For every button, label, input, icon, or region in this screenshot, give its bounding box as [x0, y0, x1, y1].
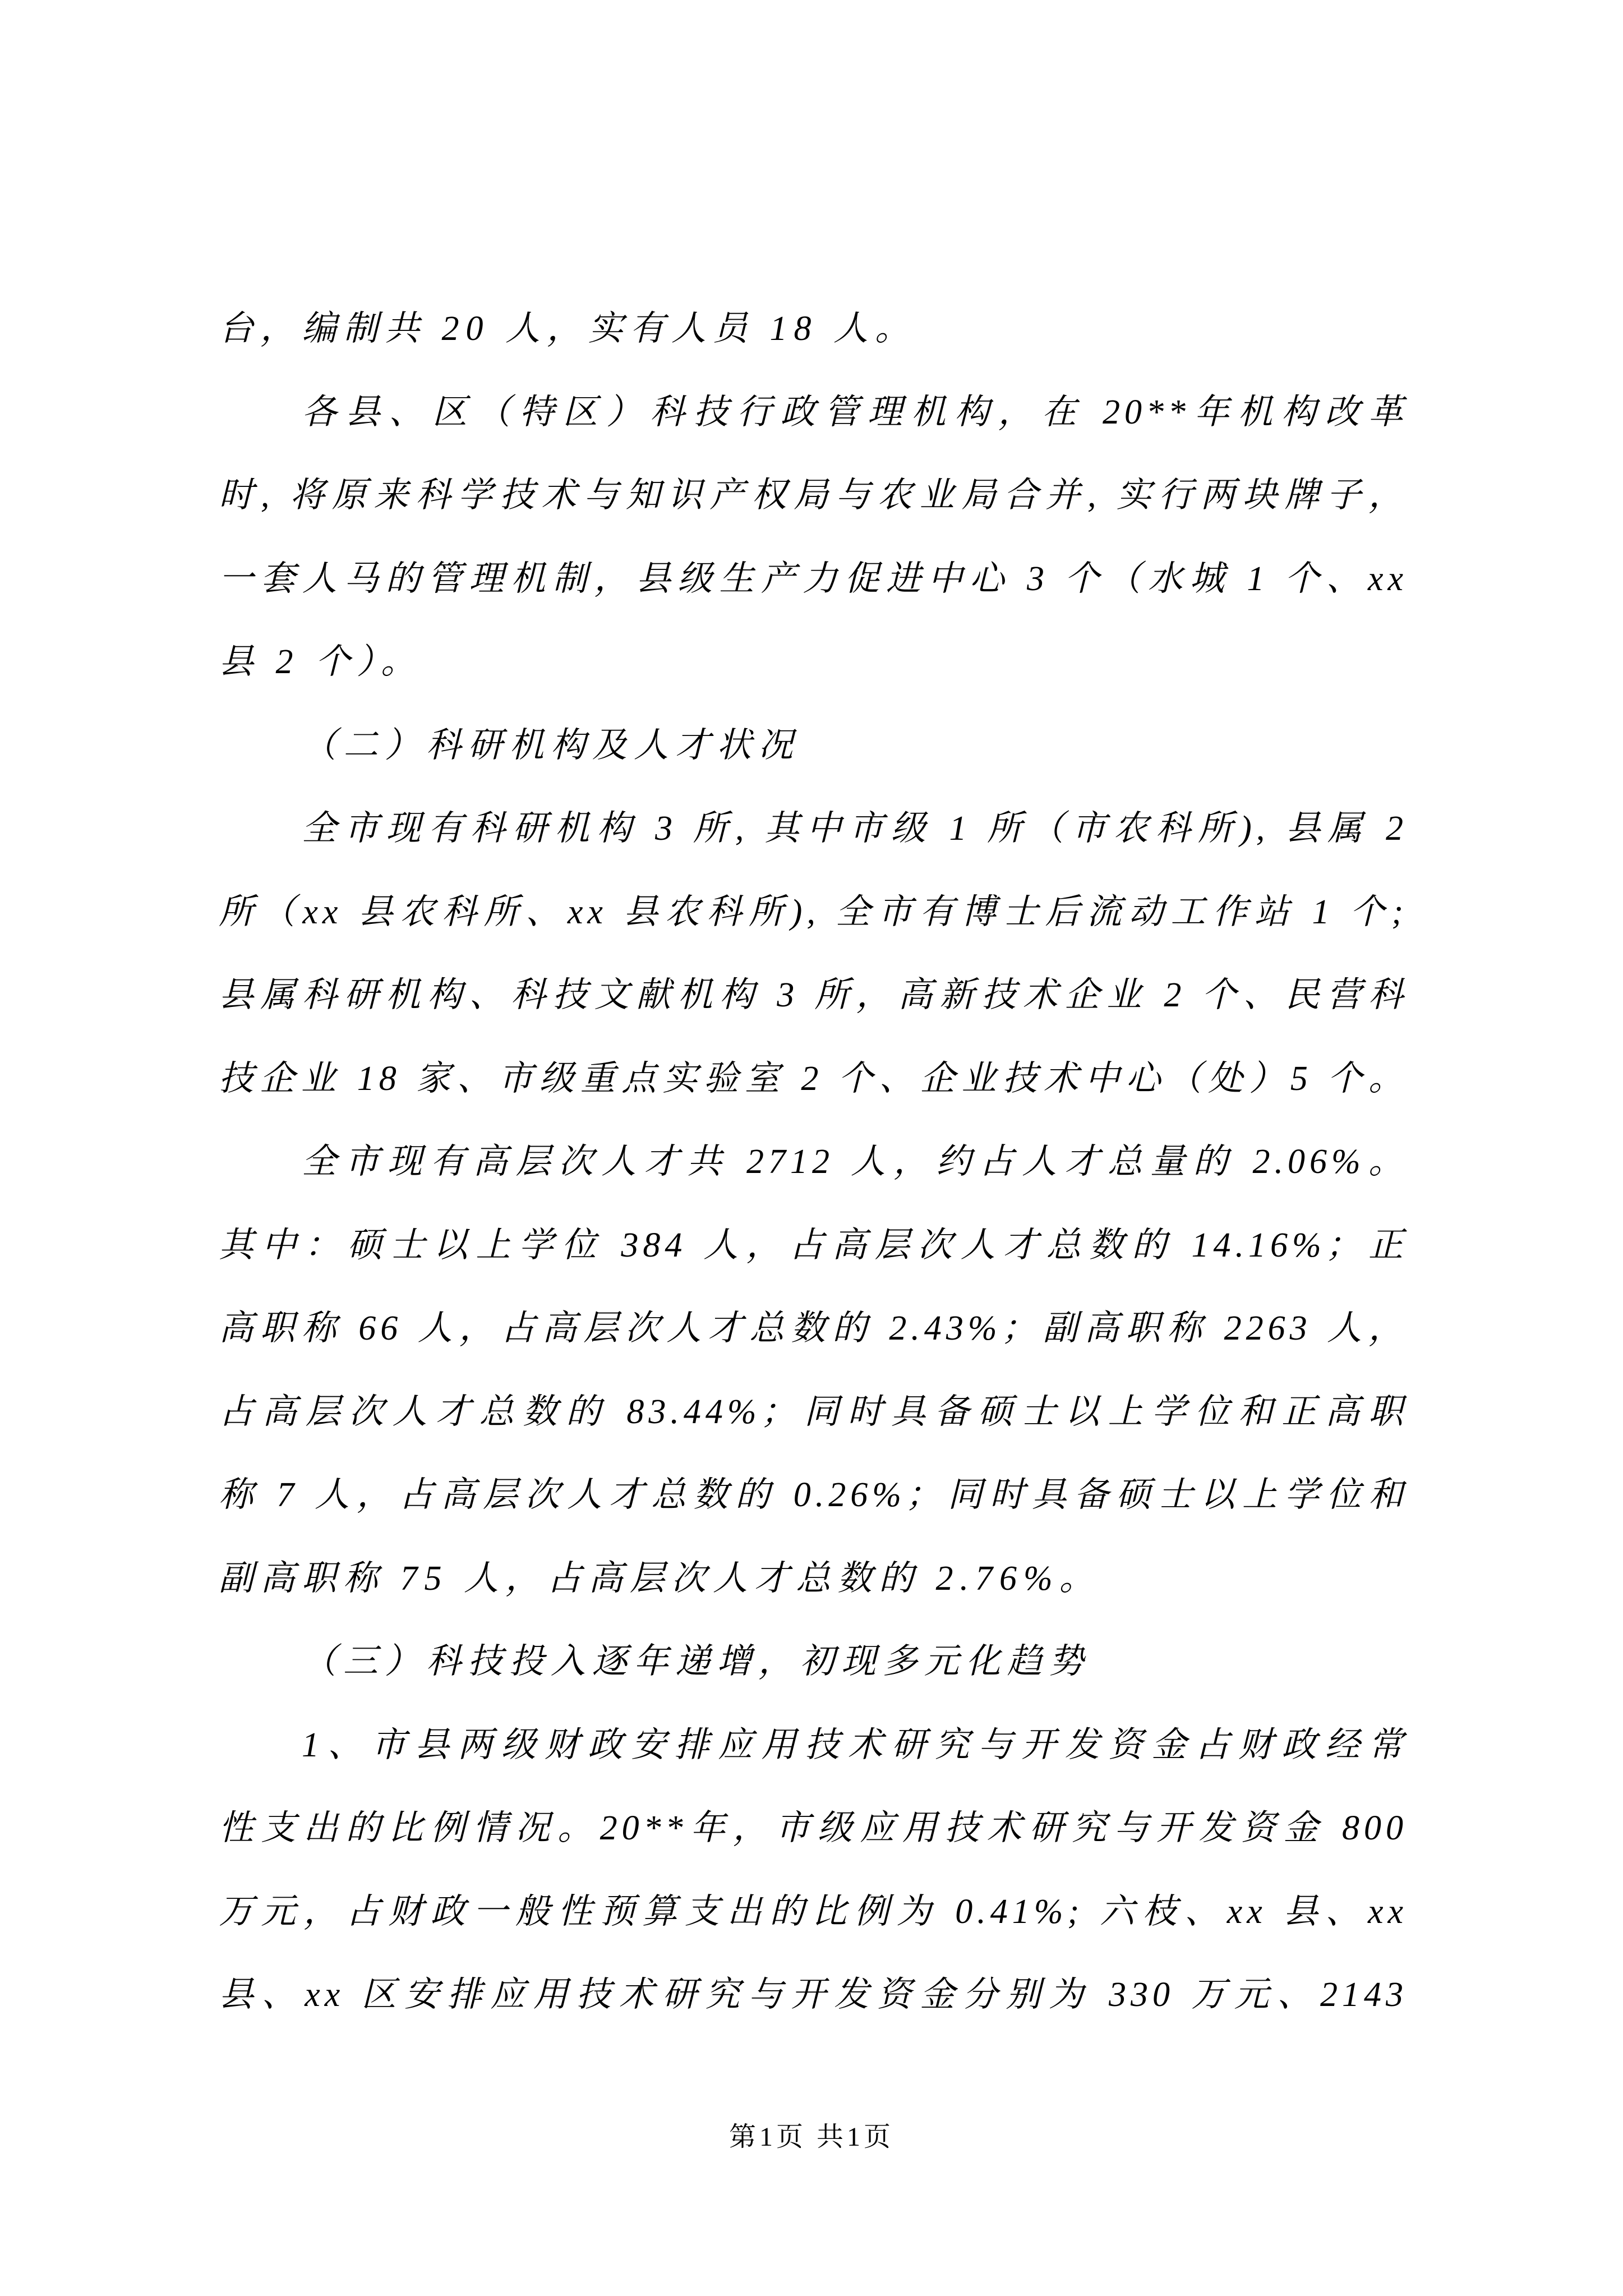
- text-line: 占高层次人才总数的 83.44%；同时具备硕士以上学位和正高职: [219, 1392, 1408, 1431]
- text-line: 所（xx 县农科所、xx 县农科所), 全市有博士后流动工作站 1 个;: [219, 892, 1408, 931]
- text-line: 县 2 个）。: [219, 643, 423, 681]
- text-line: 一套人马的管理机制，县级生产力促进中心 3 个（水城 1 个、xx: [219, 559, 1408, 598]
- text-line: 高职称 66 人，占高层次人才总数的 2.43%；副高职称 2263 人，: [219, 1309, 1408, 1347]
- text-line: 万元，占财政一般性预算支出的比例为 0.41%; 六枝、xx 县、xx: [219, 1892, 1408, 1931]
- text-line: 全市现有高层次人才共 2712 人，约占人才总量的 2.06%。: [302, 1143, 1408, 1181]
- text-line: 县属科研机构、科技文献机构 3 所，高新技术企业 2 个、民营科: [219, 976, 1408, 1014]
- text-line: 台，编制共 20 人，实有人员 18 人。: [219, 310, 917, 348]
- text-line: 1、市县两级财政安排应用技术研究与开发资金占财政经常: [302, 1726, 1408, 1764]
- section-heading: （二）科研机构及人才状况: [302, 726, 800, 765]
- section-heading: （三）科技投入逐年递增，初现多元化趋势: [302, 1642, 1091, 1681]
- page-footer: [0, 2115, 1623, 2160]
- text-line: 称 7 人，占高层次人才总数的 0.26%；同时具备硕士以上学位和: [219, 1476, 1408, 1514]
- text-line: 性支出的比例情况。20**年，市级应用技术研究与开发资金 800: [219, 1809, 1408, 1847]
- document-body: [219, 287, 1408, 2037]
- text-line: 县、xx 区安排应用技术研究与开发资金分别为 330 万元、2143: [219, 1976, 1408, 2014]
- page-number: 第1页 共1页: [728, 2122, 894, 2152]
- text-line: 其中：硕士以上学位 384 人，占高层次人才总数的 14.16%；正: [219, 1226, 1408, 1264]
- text-line: 各县、区（特区）科技行政管理机构，在 20**年机构改革: [302, 393, 1408, 431]
- text-line: 技企业 18 家、市级重点实验室 2 个、企业技术中心（处）5 个。: [219, 1059, 1408, 1098]
- text-line: 全市现有科研机构 3 所, 其中市级 1 所（市农科所), 县属 2: [302, 809, 1408, 848]
- text-line: 副高职称 75 人，占高层次人才总数的 2.76%。: [219, 1559, 1101, 1598]
- text-line: 时, 将原来科学技术与知识产权局与农业局合并, 实行两块牌子，: [219, 476, 1408, 514]
